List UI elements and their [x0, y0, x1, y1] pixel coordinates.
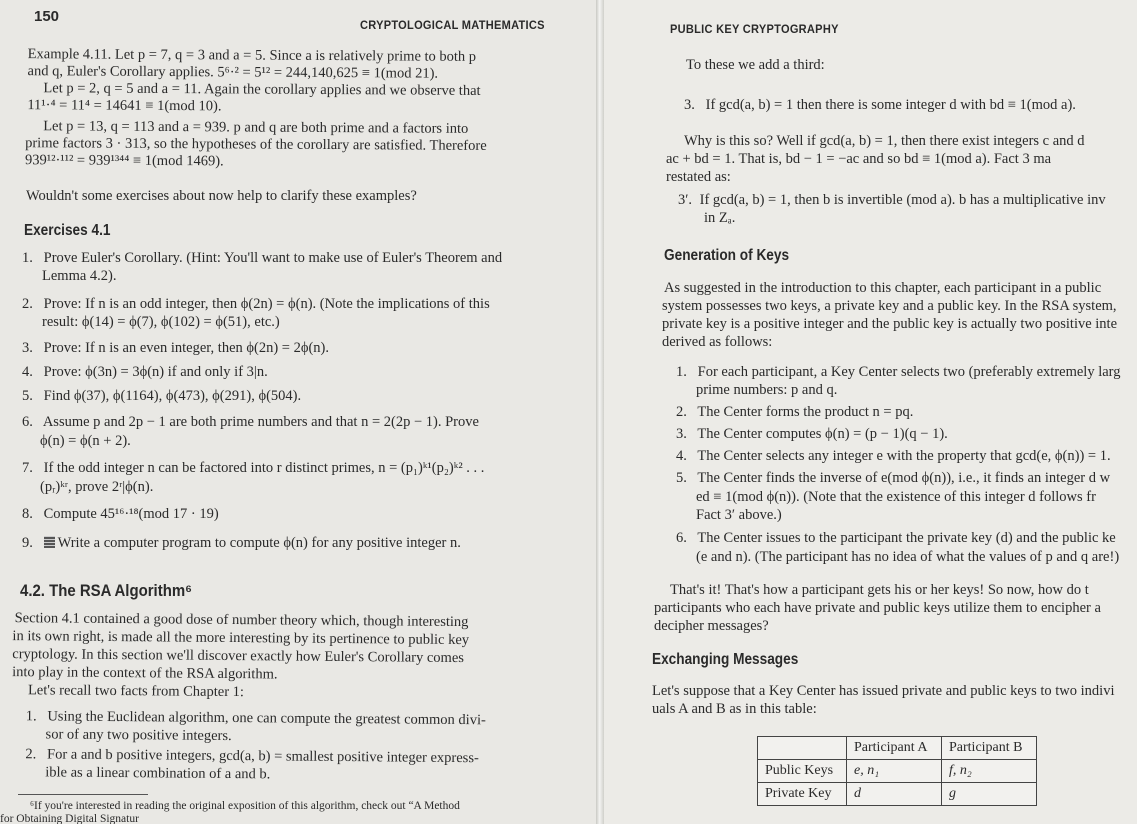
book-gutter	[596, 0, 604, 824]
exercise-item: 6. Assume p and 2p − 1 are both prime numbers and that n = 2(2p − 1). Prove	[22, 414, 479, 430]
example-line: Example 4.11. Let p = 7, q = 3 and a = 5. Since a is relatively prime to both p	[27, 46, 477, 65]
table-row	[758, 783, 1037, 806]
gen-line: system possesses two keys, a private key and a public key. In the RSA system,	[662, 298, 1117, 314]
exch-line: uals A and B as in this table:	[652, 701, 817, 717]
step-item: 1. For each participant, a Key Center selects two (preferably extremely larg	[676, 364, 1121, 380]
fact-3-prime: 3′. If gcd(a, b) = 1, then b is invertible (mod a). b has a multiplicative inv	[678, 192, 1106, 208]
exercise-item: 8. Compute 45¹⁶·¹⁸(mod 17 · 19)	[22, 506, 219, 522]
step-item: 2. The Center forms the product n = pq.	[676, 404, 914, 420]
footnote-rule	[18, 794, 148, 795]
fact-line: sor of any two positive integers.	[45, 726, 232, 745]
thats-line: decipher messages?	[654, 618, 769, 634]
exch-line: Let's suppose that a Key Center has issued private and public keys to two indivi	[652, 683, 1115, 699]
table-cell: Public Keys	[758, 760, 847, 783]
table-cell: f, n₂	[942, 760, 1037, 783]
example-line: 11¹·⁴ = 11⁴ = 14641 ≡ 1(mod 10).	[27, 97, 222, 115]
section-line: in its own right, is made all the more interesting by its pertinence to public key	[12, 628, 470, 649]
keys-table	[757, 736, 1037, 806]
table-cell	[758, 737, 847, 760]
exercises-heading: Exercises 4.1	[24, 222, 111, 239]
exercise-line: ϕ(n) = ϕ(n + 2).	[40, 433, 131, 449]
right-page	[604, 0, 1137, 824]
section-line: cryptology. In this section we'll discover exactly how Euler's Corollary comes	[12, 646, 465, 667]
generation-heading: Generation of Keys	[664, 247, 790, 264]
exercise-item: 7. If the odd integer n can be factored into r distinct primes, n = (p₁)ᵏ¹(p₂)ᵏ² . . .	[22, 460, 485, 476]
footnote-line: ⁶If you're interested in reading the original exposition of this algorithm, check out “A Method	[30, 800, 460, 812]
example-line: prime factors 3 · 313, so the hypotheses of the corollary are satisfied. Therefore	[25, 135, 487, 154]
exercise-line: (pᵣ)ᵏʳ, prove 2ʳ|ϕ(n).	[40, 479, 154, 495]
table-cell: e, n₁	[847, 760, 942, 783]
fact-item: 1. Using the Euclidean algorithm, one can compute the greatest common divi-	[25, 708, 486, 729]
section-line: Let's recall two facts from Chapter 1:	[27, 682, 245, 701]
transition-text: Wouldn't some exercises about now help to clarify these examples?	[26, 188, 417, 204]
exercise-item: 4. Prove: ϕ(3n) = 3ϕ(n) if and only if 3|n.	[22, 364, 268, 380]
table-cell: Private Key	[758, 783, 847, 806]
section-heading: 4.2. The RSA Algorithm⁶	[20, 581, 193, 600]
step-line: ed ≡ 1(mod ϕ(n)). (Note that the existence of this integer d follows fr	[696, 489, 1096, 505]
step-item: 5. The Center finds the inverse of e(mod ϕ(n)), i.e., it finds an integer d w	[676, 470, 1111, 486]
step-line: (e and n). (The participant has no idea of what the values of p and q are!)	[696, 549, 1120, 565]
why-line: Why is this so? Well if gcd(a, b) = 1, then there exist integers c and d	[684, 133, 1085, 149]
gen-line: derived as follows:	[662, 334, 773, 350]
step-item: 3. The Center computes ϕ(n) = (p − 1)(q − 1).	[676, 426, 948, 442]
footnote-line: for Obtaining Digital Signatur	[0, 813, 139, 824]
example-line: Let p = 13, q = 113 and a = 939. p and q are both prime and a factors into	[43, 118, 469, 137]
fact-3-prime-line: in Zₐ.	[704, 210, 736, 226]
running-head-right: PUBLIC KEY CRYPTOGRAPHY	[670, 22, 839, 36]
section-line: into play in the context of the RSA algorithm.	[12, 664, 278, 683]
table-cell: d	[847, 783, 942, 806]
thats-line: That's it! That's how a participant gets his or her keys! So now, how do t	[670, 582, 1089, 598]
exercise-line: result: ϕ(14) = ϕ(7), ϕ(102) = ϕ(51), etc.)	[42, 314, 280, 330]
step-item: 6. The Center issues to the participant the private key (d) and the public ke	[676, 530, 1116, 546]
exercise-item: 5. Find ϕ(37), ϕ(1164), ϕ(473), ϕ(291), ϕ(504).	[22, 388, 302, 404]
exercise-item: 1. Prove Euler's Corollary. (Hint: You'll want to make use of Euler's Theorem and	[22, 250, 503, 266]
fact-item: 2. For a and b positive integers, gcd(a, b) = smallest positive integer express-	[25, 746, 479, 767]
gen-line: private key is a positive integer and the public key is actually two positive inte	[662, 316, 1118, 332]
exercise-item: 2. Prove: If n is an odd integer, then ϕ(2n) = ϕ(n). (Note the implications of this	[22, 296, 490, 312]
example-line: and q, Euler's Corollary applies. 5⁶·² = 5¹² = 244,140,625 ≡ 1(mod 21).	[27, 63, 439, 82]
exercise-line: Lemma 4.2).	[42, 268, 117, 284]
why-line: ac + bd = 1. That is, bd − 1 = −ac and so bd ≡ 1(mod a). Fact 3 ma	[666, 151, 1052, 167]
exchanging-heading: Exchanging Messages	[652, 651, 799, 668]
example-line: Let p = 2, q = 5 and a = 11. Again the corollary applies and we observe that	[43, 80, 481, 99]
thats-line: participants who each have private and public keys utilize them to encipher a	[654, 600, 1101, 616]
why-line: restated as:	[666, 169, 731, 185]
step-line: prime numbers: p and q.	[696, 382, 838, 398]
fact-line: ible as a linear combination of a and b.	[45, 764, 271, 783]
fact-3: 3. If gcd(a, b) = 1 then there is some integer d with bd ≡ 1(mod a).	[684, 97, 1076, 113]
step-line: Fact 3′ above.)	[696, 507, 782, 523]
table-header-cell: Participant A	[847, 737, 942, 760]
page-number: 150	[34, 8, 60, 25]
example-line: 939¹²·¹¹² = 939¹³⁴⁴ ≡ 1(mod 1469).	[24, 152, 224, 170]
intro-text: To these we add a third:	[686, 57, 825, 73]
table-header-row	[758, 737, 1037, 760]
table-header-cell: Participant B	[942, 737, 1037, 760]
section-line: Section 4.1 contained a good dose of number theory which, though interesting	[14, 610, 469, 631]
table-cell: g	[942, 783, 1037, 806]
computer-icon	[44, 536, 55, 548]
table-row	[758, 760, 1037, 783]
exercise-item: 9. Write a computer program to compute ϕ(n) for any positive integer n.	[22, 535, 461, 551]
step-item: 4. The Center selects any integer e with the property that gcd(e, ϕ(n)) = 1.	[676, 448, 1111, 464]
gen-line: As suggested in the introduction to this chapter, each participant in a public	[664, 280, 1102, 296]
running-head-left: CRYPTOLOGICAL MATHEMATICS	[360, 18, 545, 32]
exercise-item: 3. Prove: If n is an even integer, then ϕ(2n) = 2ϕ(n).	[22, 340, 330, 356]
